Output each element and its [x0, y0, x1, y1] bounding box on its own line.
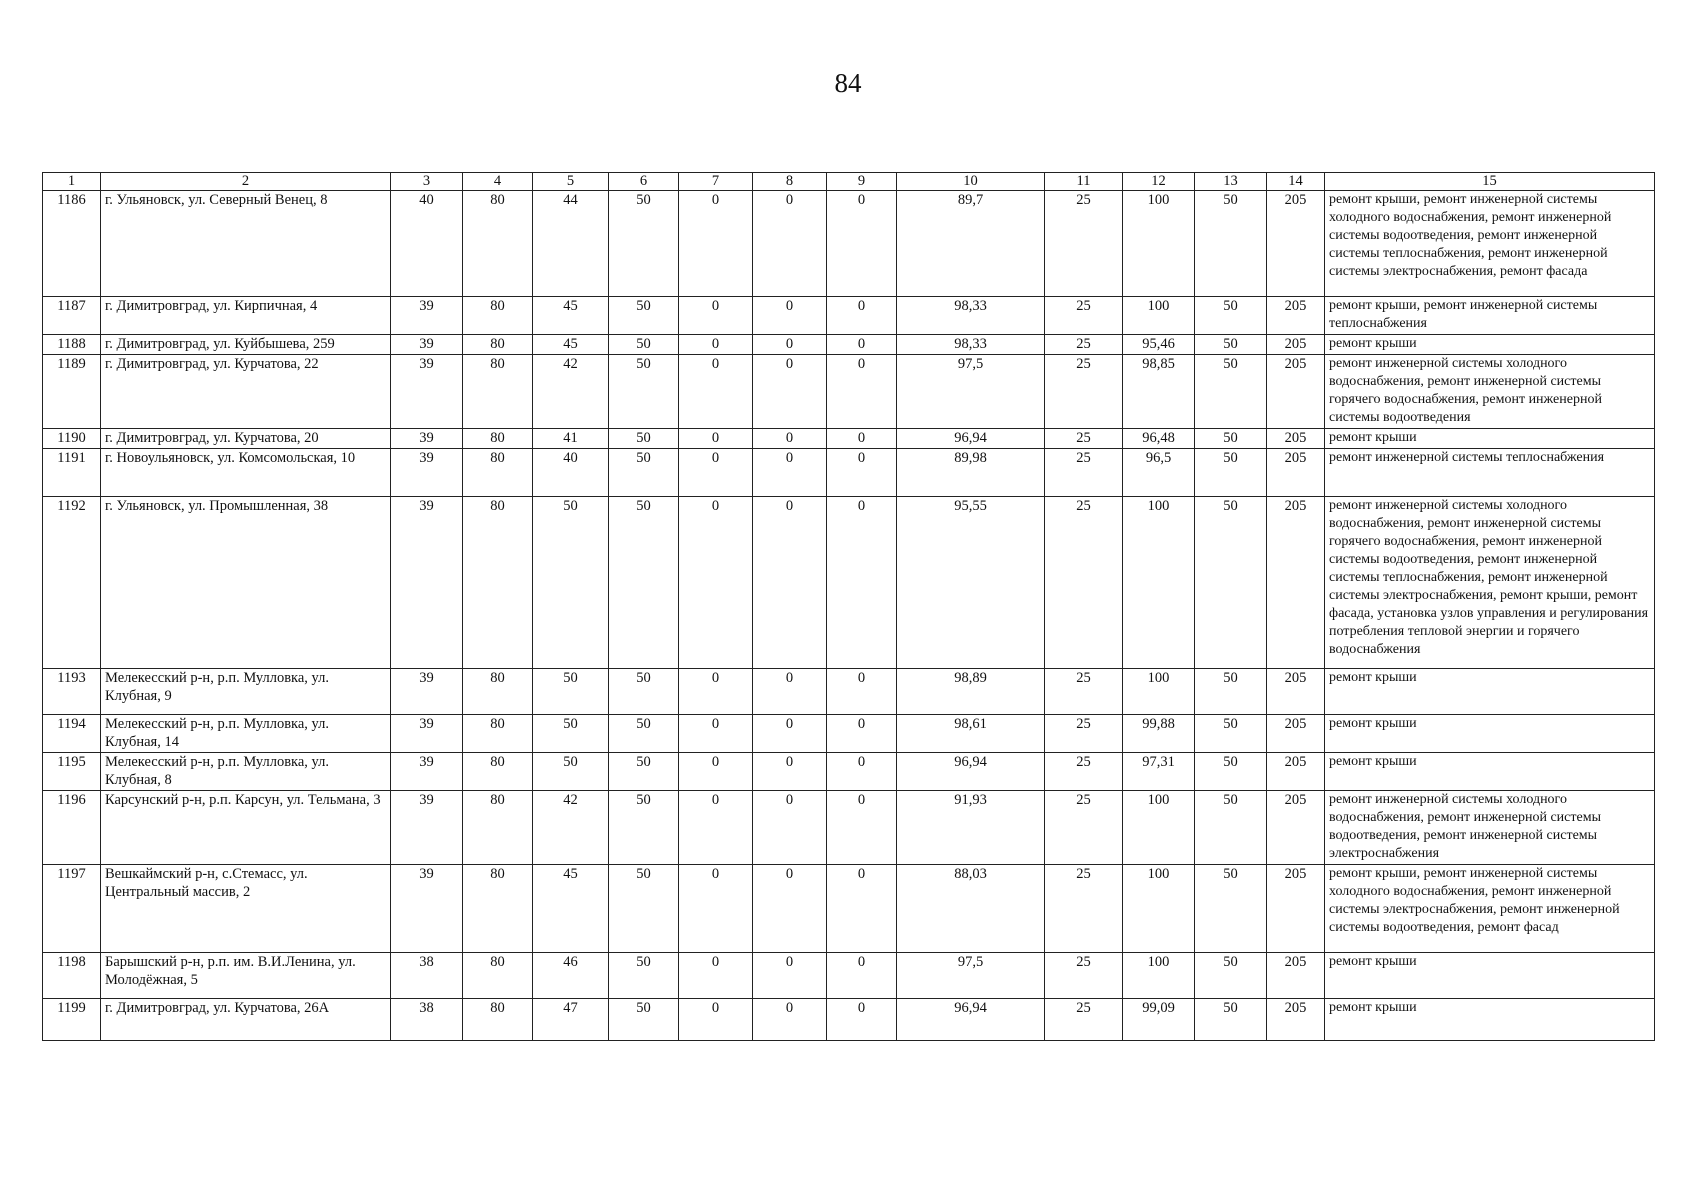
value-col-5: 45 [533, 335, 609, 355]
table-row [43, 715, 1655, 753]
value-col-11: 25 [1045, 953, 1123, 999]
value-col-7: 0 [679, 355, 753, 429]
value-col-11: 25 [1045, 753, 1123, 791]
page-number: 84 [834, 68, 862, 98]
column-header: 7 [679, 173, 753, 191]
repair-works: ремонт крыши [1325, 753, 1655, 791]
value-col-4: 80 [463, 999, 533, 1041]
value-col-6: 50 [609, 753, 679, 791]
value-col-4: 80 [463, 191, 533, 297]
value-col-6: 50 [609, 429, 679, 449]
repair-works: ремонт инженерной системы холодного водоснабжения, ремонт инженерной системы горячего водоснабжения, ремонт инженерной системы водоотведения [1325, 355, 1655, 429]
value-col-13: 50 [1195, 791, 1267, 865]
row-number: 1187 [43, 297, 101, 335]
value-col-8: 0 [753, 715, 827, 753]
value-col-5: 40 [533, 449, 609, 497]
row-number: 1191 [43, 449, 101, 497]
value-col-12: 100 [1123, 669, 1195, 715]
value-col-9: 0 [827, 191, 897, 297]
value-col-6: 50 [609, 355, 679, 429]
table-row [43, 449, 1655, 497]
row-number: 1188 [43, 335, 101, 355]
value-col-13: 50 [1195, 953, 1267, 999]
repair-works: ремонт крыши [1325, 715, 1655, 753]
value-col-8: 0 [753, 953, 827, 999]
value-col-3: 39 [391, 297, 463, 335]
table-row [43, 191, 1655, 297]
value-col-6: 50 [609, 449, 679, 497]
value-col-8: 0 [753, 865, 827, 953]
value-col-4: 80 [463, 449, 533, 497]
value-col-5: 50 [533, 753, 609, 791]
value-col-11: 25 [1045, 429, 1123, 449]
value-col-7: 0 [679, 999, 753, 1041]
value-col-6: 50 [609, 297, 679, 335]
value-col-9: 0 [827, 669, 897, 715]
row-number: 1193 [43, 669, 101, 715]
column-header: 9 [827, 173, 897, 191]
value-col-13: 50 [1195, 865, 1267, 953]
column-number-row [43, 173, 1655, 191]
value-col-6: 50 [609, 335, 679, 355]
register-table [42, 172, 1655, 1041]
value-col-12: 100 [1123, 791, 1195, 865]
value-col-7: 0 [679, 429, 753, 449]
row-number: 1196 [43, 791, 101, 865]
value-col-5: 45 [533, 297, 609, 335]
value-col-12: 95,46 [1123, 335, 1195, 355]
table-row [43, 753, 1655, 791]
value-col-7: 0 [679, 753, 753, 791]
value-col-5: 45 [533, 865, 609, 953]
value-col-12: 100 [1123, 953, 1195, 999]
value-col-12: 100 [1123, 191, 1195, 297]
value-col-4: 80 [463, 715, 533, 753]
value-col-7: 0 [679, 497, 753, 669]
repair-works: ремонт инженерной системы холодного водоснабжения, ремонт инженерной системы водоотведения, ремонт инженерной системы электроснабжения [1325, 791, 1655, 865]
value-col-11: 25 [1045, 865, 1123, 953]
value-col-14: 205 [1267, 355, 1325, 429]
row-number: 1199 [43, 999, 101, 1041]
column-header: 2 [101, 173, 391, 191]
column-header: 8 [753, 173, 827, 191]
value-col-14: 205 [1267, 791, 1325, 865]
value-col-6: 50 [609, 953, 679, 999]
value-col-10: 91,93 [897, 791, 1045, 865]
value-col-3: 39 [391, 715, 463, 753]
value-col-7: 0 [679, 335, 753, 355]
value-col-10: 96,94 [897, 429, 1045, 449]
address: г. Димитровград, ул. Кирпичная, 4 [101, 297, 391, 335]
value-col-11: 25 [1045, 335, 1123, 355]
value-col-10: 98,89 [897, 669, 1045, 715]
repair-works: ремонт инженерной системы теплоснабжения [1325, 449, 1655, 497]
column-header: 15 [1325, 173, 1655, 191]
value-col-5: 42 [533, 791, 609, 865]
value-col-13: 50 [1195, 999, 1267, 1041]
column-header: 1 [43, 173, 101, 191]
value-col-7: 0 [679, 669, 753, 715]
value-col-4: 80 [463, 497, 533, 669]
value-col-14: 205 [1267, 953, 1325, 999]
value-col-3: 38 [391, 999, 463, 1041]
value-col-11: 25 [1045, 999, 1123, 1041]
value-col-3: 39 [391, 429, 463, 449]
value-col-14: 205 [1267, 865, 1325, 953]
value-col-4: 80 [463, 865, 533, 953]
table-row [43, 791, 1655, 865]
row-number: 1186 [43, 191, 101, 297]
value-col-11: 25 [1045, 497, 1123, 669]
row-number: 1198 [43, 953, 101, 999]
value-col-14: 205 [1267, 297, 1325, 335]
value-col-3: 39 [391, 791, 463, 865]
value-col-7: 0 [679, 865, 753, 953]
value-col-8: 0 [753, 191, 827, 297]
value-col-14: 205 [1267, 449, 1325, 497]
repair-works: ремонт инженерной системы холодного водоснабжения, ремонт инженерной системы горячего водоснабжения, ремонт инженерной системы водоотведения, ремонт инженерной системы теплоснабжения, ремонт инженерной системы электроснабжения, ремонт крыши, ремонт фасада, установка узлов управления и регулирования потребления тепловой энергии и горячего водоснабжения [1325, 497, 1655, 669]
value-col-12: 98,85 [1123, 355, 1195, 429]
value-col-13: 50 [1195, 297, 1267, 335]
address: Барышский р-н, р.п. им. В.И.Ленина, ул. Молодёжная, 5 [101, 953, 391, 999]
value-col-14: 205 [1267, 715, 1325, 753]
value-col-9: 0 [827, 497, 897, 669]
table-row [43, 355, 1655, 429]
value-col-10: 98,61 [897, 715, 1045, 753]
value-col-12: 100 [1123, 497, 1195, 669]
value-col-6: 50 [609, 497, 679, 669]
value-col-10: 89,7 [897, 191, 1045, 297]
value-col-12: 100 [1123, 297, 1195, 335]
value-col-3: 39 [391, 753, 463, 791]
value-col-3: 39 [391, 865, 463, 953]
value-col-5: 44 [533, 191, 609, 297]
column-header: 14 [1267, 173, 1325, 191]
row-number: 1189 [43, 355, 101, 429]
value-col-7: 0 [679, 191, 753, 297]
table-row [43, 999, 1655, 1041]
row-number: 1192 [43, 497, 101, 669]
value-col-5: 41 [533, 429, 609, 449]
value-col-6: 50 [609, 865, 679, 953]
value-col-13: 50 [1195, 335, 1267, 355]
repair-works: ремонт крыши, ремонт инженерной системы холодного водоснабжения, ремонт инженерной системы электроснабжения, ремонт инженерной системы водоотведения, ремонт фасад [1325, 865, 1655, 953]
repair-works: ремонт крыши [1325, 999, 1655, 1041]
table-row [43, 669, 1655, 715]
value-col-12: 100 [1123, 865, 1195, 953]
value-col-11: 25 [1045, 791, 1123, 865]
table-row [43, 429, 1655, 449]
value-col-14: 205 [1267, 753, 1325, 791]
value-col-8: 0 [753, 429, 827, 449]
value-col-12: 97,31 [1123, 753, 1195, 791]
address: г. Димитровград, ул. Курчатова, 22 [101, 355, 391, 429]
value-col-9: 0 [827, 791, 897, 865]
table-row [43, 865, 1655, 953]
column-header: 6 [609, 173, 679, 191]
value-col-9: 0 [827, 953, 897, 999]
value-col-13: 50 [1195, 497, 1267, 669]
value-col-13: 50 [1195, 753, 1267, 791]
value-col-8: 0 [753, 335, 827, 355]
value-col-4: 80 [463, 429, 533, 449]
table-row [43, 297, 1655, 335]
value-col-9: 0 [827, 999, 897, 1041]
repair-works: ремонт крыши [1325, 335, 1655, 355]
value-col-13: 50 [1195, 429, 1267, 449]
value-col-8: 0 [753, 297, 827, 335]
value-col-6: 50 [609, 999, 679, 1041]
row-number: 1195 [43, 753, 101, 791]
value-col-10: 98,33 [897, 335, 1045, 355]
value-col-14: 205 [1267, 429, 1325, 449]
value-col-9: 0 [827, 429, 897, 449]
value-col-3: 39 [391, 669, 463, 715]
value-col-9: 0 [827, 297, 897, 335]
value-col-11: 25 [1045, 449, 1123, 497]
value-col-5: 47 [533, 999, 609, 1041]
value-col-4: 80 [463, 297, 533, 335]
row-number: 1190 [43, 429, 101, 449]
value-col-10: 96,94 [897, 753, 1045, 791]
value-col-5: 42 [533, 355, 609, 429]
value-col-13: 50 [1195, 355, 1267, 429]
repair-works: ремонт крыши, ремонт инженерной системы теплоснабжения [1325, 297, 1655, 335]
value-col-10: 89,98 [897, 449, 1045, 497]
address: г. Новоульяновск, ул. Комсомольская, 10 [101, 449, 391, 497]
value-col-13: 50 [1195, 715, 1267, 753]
value-col-13: 50 [1195, 449, 1267, 497]
value-col-3: 39 [391, 335, 463, 355]
repair-works: ремонт крыши [1325, 953, 1655, 999]
value-col-14: 205 [1267, 669, 1325, 715]
repair-works: ремонт крыши [1325, 669, 1655, 715]
value-col-3: 39 [391, 449, 463, 497]
value-col-4: 80 [463, 335, 533, 355]
value-col-4: 80 [463, 669, 533, 715]
value-col-3: 40 [391, 191, 463, 297]
value-col-4: 80 [463, 355, 533, 429]
value-col-5: 50 [533, 669, 609, 715]
value-col-14: 205 [1267, 191, 1325, 297]
value-col-8: 0 [753, 669, 827, 715]
column-header: 13 [1195, 173, 1267, 191]
column-header: 10 [897, 173, 1045, 191]
address: г. Ульяновск, ул. Северный Венец, 8 [101, 191, 391, 297]
address: Вешкаймский р-н, с.Стемасс, ул. Центральный массив, 2 [101, 865, 391, 953]
address: г. Ульяновск, ул. Промышленная, 38 [101, 497, 391, 669]
value-col-9: 0 [827, 753, 897, 791]
value-col-9: 0 [827, 335, 897, 355]
value-col-5: 50 [533, 715, 609, 753]
value-col-6: 50 [609, 669, 679, 715]
value-col-10: 98,33 [897, 297, 1045, 335]
value-col-9: 0 [827, 715, 897, 753]
column-header: 11 [1045, 173, 1123, 191]
value-col-11: 25 [1045, 669, 1123, 715]
repair-works: ремонт крыши, ремонт инженерной системы холодного водоснабжения, ремонт инженерной системы водоотведения, ремонт инженерной системы теплоснабжения, ремонт инженерной системы электроснабжения, ремонт фасада [1325, 191, 1655, 297]
row-number: 1194 [43, 715, 101, 753]
address: г. Димитровград, ул. Куйбышева, 259 [101, 335, 391, 355]
value-col-8: 0 [753, 497, 827, 669]
value-col-7: 0 [679, 791, 753, 865]
value-col-12: 96,48 [1123, 429, 1195, 449]
address: Мелекесский р-н, р.п. Мулловка, ул. Клубная, 14 [101, 715, 391, 753]
value-col-10: 96,94 [897, 999, 1045, 1041]
value-col-9: 0 [827, 865, 897, 953]
value-col-10: 97,5 [897, 355, 1045, 429]
value-col-11: 25 [1045, 355, 1123, 429]
value-col-8: 0 [753, 999, 827, 1041]
value-col-8: 0 [753, 753, 827, 791]
column-header: 4 [463, 173, 533, 191]
value-col-7: 0 [679, 715, 753, 753]
value-col-6: 50 [609, 715, 679, 753]
value-col-13: 50 [1195, 669, 1267, 715]
value-col-3: 39 [391, 497, 463, 669]
value-col-6: 50 [609, 191, 679, 297]
value-col-10: 95,55 [897, 497, 1045, 669]
value-col-8: 0 [753, 355, 827, 429]
value-col-14: 205 [1267, 335, 1325, 355]
value-col-12: 96,5 [1123, 449, 1195, 497]
column-header: 12 [1123, 173, 1195, 191]
value-col-8: 0 [753, 791, 827, 865]
value-col-7: 0 [679, 297, 753, 335]
value-col-11: 25 [1045, 191, 1123, 297]
value-col-3: 39 [391, 355, 463, 429]
value-col-9: 0 [827, 449, 897, 497]
repair-works: ремонт крыши [1325, 429, 1655, 449]
value-col-12: 99,88 [1123, 715, 1195, 753]
value-col-3: 38 [391, 953, 463, 999]
row-number: 1197 [43, 865, 101, 953]
value-col-4: 80 [463, 753, 533, 791]
address: Карсунский р-н, р.п. Карсун, ул. Тельмана, 3 [101, 791, 391, 865]
value-col-4: 80 [463, 953, 533, 999]
value-col-5: 46 [533, 953, 609, 999]
value-col-13: 50 [1195, 191, 1267, 297]
value-col-10: 97,5 [897, 953, 1045, 999]
value-col-14: 205 [1267, 497, 1325, 669]
address: г. Димитровград, ул. Курчатова, 26А [101, 999, 391, 1041]
value-col-7: 0 [679, 449, 753, 497]
table-row [43, 335, 1655, 355]
value-col-9: 0 [827, 355, 897, 429]
value-col-12: 99,09 [1123, 999, 1195, 1041]
value-col-6: 50 [609, 791, 679, 865]
table-row [43, 953, 1655, 999]
value-col-5: 50 [533, 497, 609, 669]
address: Мелекесский р-н, р.п. Мулловка, ул. Клубная, 8 [101, 753, 391, 791]
address: г. Димитровград, ул. Курчатова, 20 [101, 429, 391, 449]
value-col-11: 25 [1045, 715, 1123, 753]
column-header: 5 [533, 173, 609, 191]
value-col-7: 0 [679, 953, 753, 999]
column-header: 3 [391, 173, 463, 191]
value-col-14: 205 [1267, 999, 1325, 1041]
table-row [43, 497, 1655, 669]
value-col-10: 88,03 [897, 865, 1045, 953]
address: Мелекесский р-н, р.п. Мулловка, ул. Клубная, 9 [101, 669, 391, 715]
value-col-4: 80 [463, 791, 533, 865]
value-col-8: 0 [753, 449, 827, 497]
value-col-11: 25 [1045, 297, 1123, 335]
